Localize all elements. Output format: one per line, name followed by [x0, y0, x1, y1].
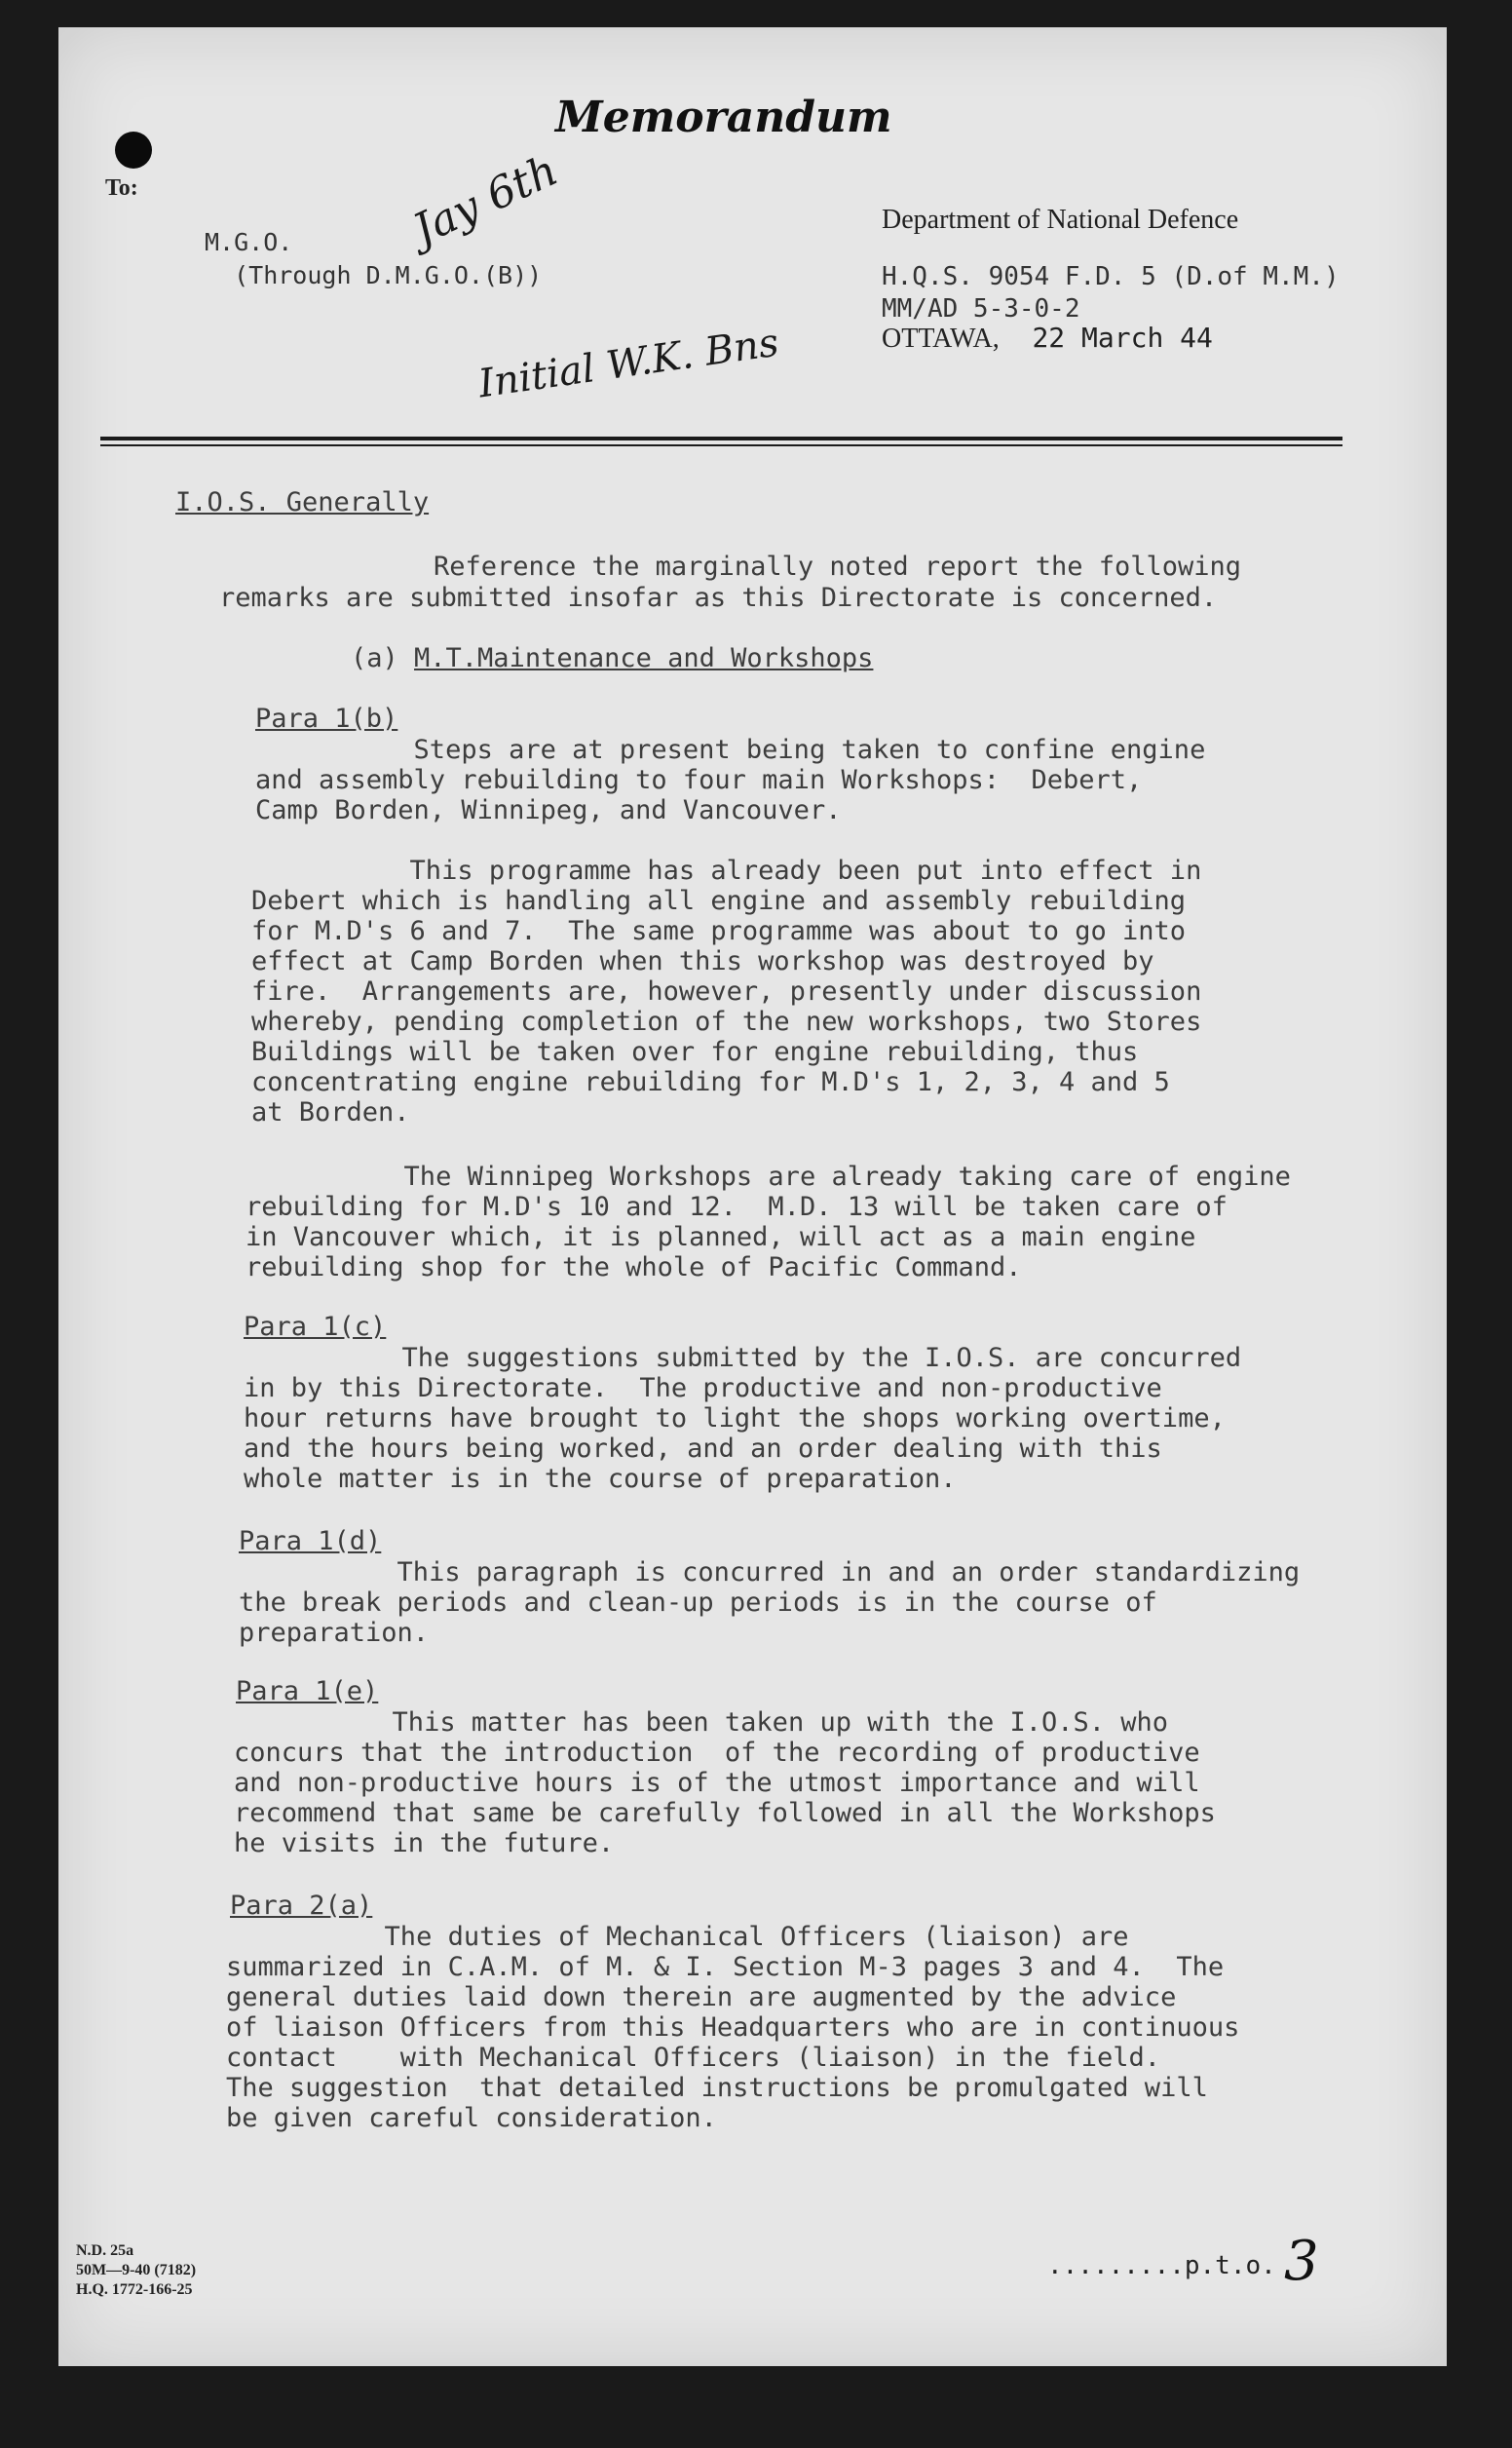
text-line: concurs that the introduction of the recording of productive: [234, 1738, 1200, 1768]
file-ref-line-1: H.Q.S. 9054 F.D. 5 (D.of M.M.): [882, 262, 1340, 291]
hq-line: H.Q. 1772-166-25: [76, 2281, 193, 2298]
addressee-line-2: (Through D.M.G.O.(B)): [205, 261, 543, 289]
addressee-line-1: M.G.O.: [205, 228, 293, 256]
para-1b-p1: [255, 735, 1205, 825]
text-line: hour returns have brought to light the shops working overtime,: [244, 1403, 1226, 1434]
form-footer: [76, 2241, 196, 2300]
text-line: contact with Mechanical Officers (liaison) in the field.: [226, 2043, 1161, 2073]
text-line: Camp Borden, Winnipeg, and Vancouver.: [255, 795, 842, 825]
text-line: fire. Arrangements are, however, presently under discussion: [251, 976, 1202, 1007]
text-line: whereby, pending completion of the new workshops, two Stores: [251, 1007, 1202, 1037]
text-line: in by this Directorate. The productive and non-productive: [244, 1373, 1162, 1403]
text-line: effect at Camp Borden when this workshop was destroyed by: [251, 946, 1154, 976]
text-line: The suggestions submitted by the I.O.S. are concurred: [244, 1343, 1242, 1373]
text-line: and non-productive hours is of the utmost importance and will: [234, 1768, 1200, 1798]
text-line: summarized in C.A.M. of M. & I. Section M-3 pages 3 and 4. The: [226, 1952, 1225, 1982]
para-1d-heading: Para 1(d): [239, 1526, 382, 1556]
page-number: 3: [1284, 2230, 1319, 2293]
header-divider-thin: [100, 444, 1342, 446]
place-date: [882, 322, 1213, 355]
memo-date: 22 March 44: [1032, 322, 1213, 354]
para-1e: [234, 1707, 1216, 1858]
text-line: This paragraph is concurred in and an order standardizing: [239, 1557, 1301, 1587]
subject-heading: I.O.S. Generally: [175, 487, 430, 517]
text-line: Debert which is handling all engine and assembly rebuilding: [251, 886, 1187, 916]
text-line: preparation.: [239, 1618, 430, 1648]
para-1b-p3: [246, 1162, 1291, 1282]
text-line: recommend that same be carefully followed in all the Workshops: [234, 1798, 1216, 1828]
text-line: The Winnipeg Workshops are already taking care of engine: [246, 1162, 1291, 1192]
text-line: whole matter is in the course of preparation.: [244, 1464, 957, 1494]
form-number: N.D. 25a: [76, 2242, 134, 2259]
section-a-heading: [351, 643, 873, 673]
file-reference: [882, 261, 1340, 325]
intro-line-1: Reference the marginally noted report the following: [434, 552, 1242, 582]
file-ref-line-2: MM/AD 5-3-0-2: [882, 294, 1080, 324]
text-line: rebuilding for M.D's 10 and 12. M.D. 13 will be taken care of: [246, 1192, 1228, 1222]
text-line: rebuilding shop for the whole of Pacific Command.: [246, 1252, 1022, 1282]
addressee: [205, 226, 542, 292]
para-2a: [226, 1922, 1239, 2133]
text-line: The duties of Mechanical Officers (liaison) are: [226, 1922, 1129, 1952]
place-label: OTTAWA,: [882, 324, 1000, 354]
continuation-marker: .........p.t.o.: [1047, 2251, 1276, 2280]
text-line: of liaison Officers from this Headquarters who are in continuous: [226, 2012, 1240, 2043]
text-line: he visits in the future.: [234, 1828, 615, 1858]
punch-hole: [115, 132, 152, 169]
to-label: To:: [105, 175, 138, 201]
para-1b-p2: [251, 856, 1201, 1128]
para-2a-heading: Para 2(a): [230, 1891, 373, 1921]
section-a-prefix: (a): [351, 643, 415, 673]
text-line: The suggestion that detailed instructions be promulgated will: [226, 2073, 1208, 2103]
header-divider: [100, 437, 1342, 440]
intro-line-2: remarks are submitted insofar as this Directorate is concerned.: [219, 583, 1218, 613]
print-line: 50M—9-40 (7182): [76, 2262, 197, 2278]
text-line: Steps are at present being taken to confine engine: [255, 735, 1206, 765]
text-line: concentrating engine rebuilding for M.D's 1, 2, 3, 4 and 5: [251, 1067, 1170, 1097]
section-a-title: M.T.Maintenance and Workshops: [414, 643, 874, 673]
handwritten-initials: Initial W.K. Bns: [475, 320, 782, 407]
memo-title: Memorandum: [555, 93, 892, 142]
text-line: in Vancouver which, it is planned, will act as a main engine: [246, 1222, 1196, 1252]
para-1b-heading: Para 1(b): [255, 704, 398, 734]
text-line: Buildings will be taken over for engine rebuilding, thus: [251, 1037, 1139, 1067]
text-line: This programme has already been put into effect in: [251, 856, 1202, 886]
text-line: general duties laid down therein are augmented by the advice: [226, 1982, 1177, 2012]
text-line: for M.D's 6 and 7. The same programme was about to go into: [251, 916, 1187, 946]
handwritten-note-1: Jay 6th: [405, 145, 566, 255]
text-line: be given careful consideration.: [226, 2103, 717, 2133]
para-1c: [244, 1343, 1241, 1494]
para-1c-heading: Para 1(c): [244, 1312, 387, 1342]
para-1d: [239, 1557, 1300, 1648]
department-name: Department of National Defence: [882, 205, 1239, 235]
text-line: the break periods and clean-up periods is in the course of: [239, 1587, 1157, 1618]
text-line: and assembly rebuilding to four main Workshops: Debert,: [255, 765, 1143, 795]
para-1e-heading: Para 1(e): [236, 1676, 379, 1706]
text-line: at Borden.: [251, 1097, 410, 1128]
text-line: This matter has been taken up with the I.O.S. who: [234, 1707, 1169, 1738]
text-line: and the hours being worked, and an order dealing with this: [244, 1434, 1162, 1464]
